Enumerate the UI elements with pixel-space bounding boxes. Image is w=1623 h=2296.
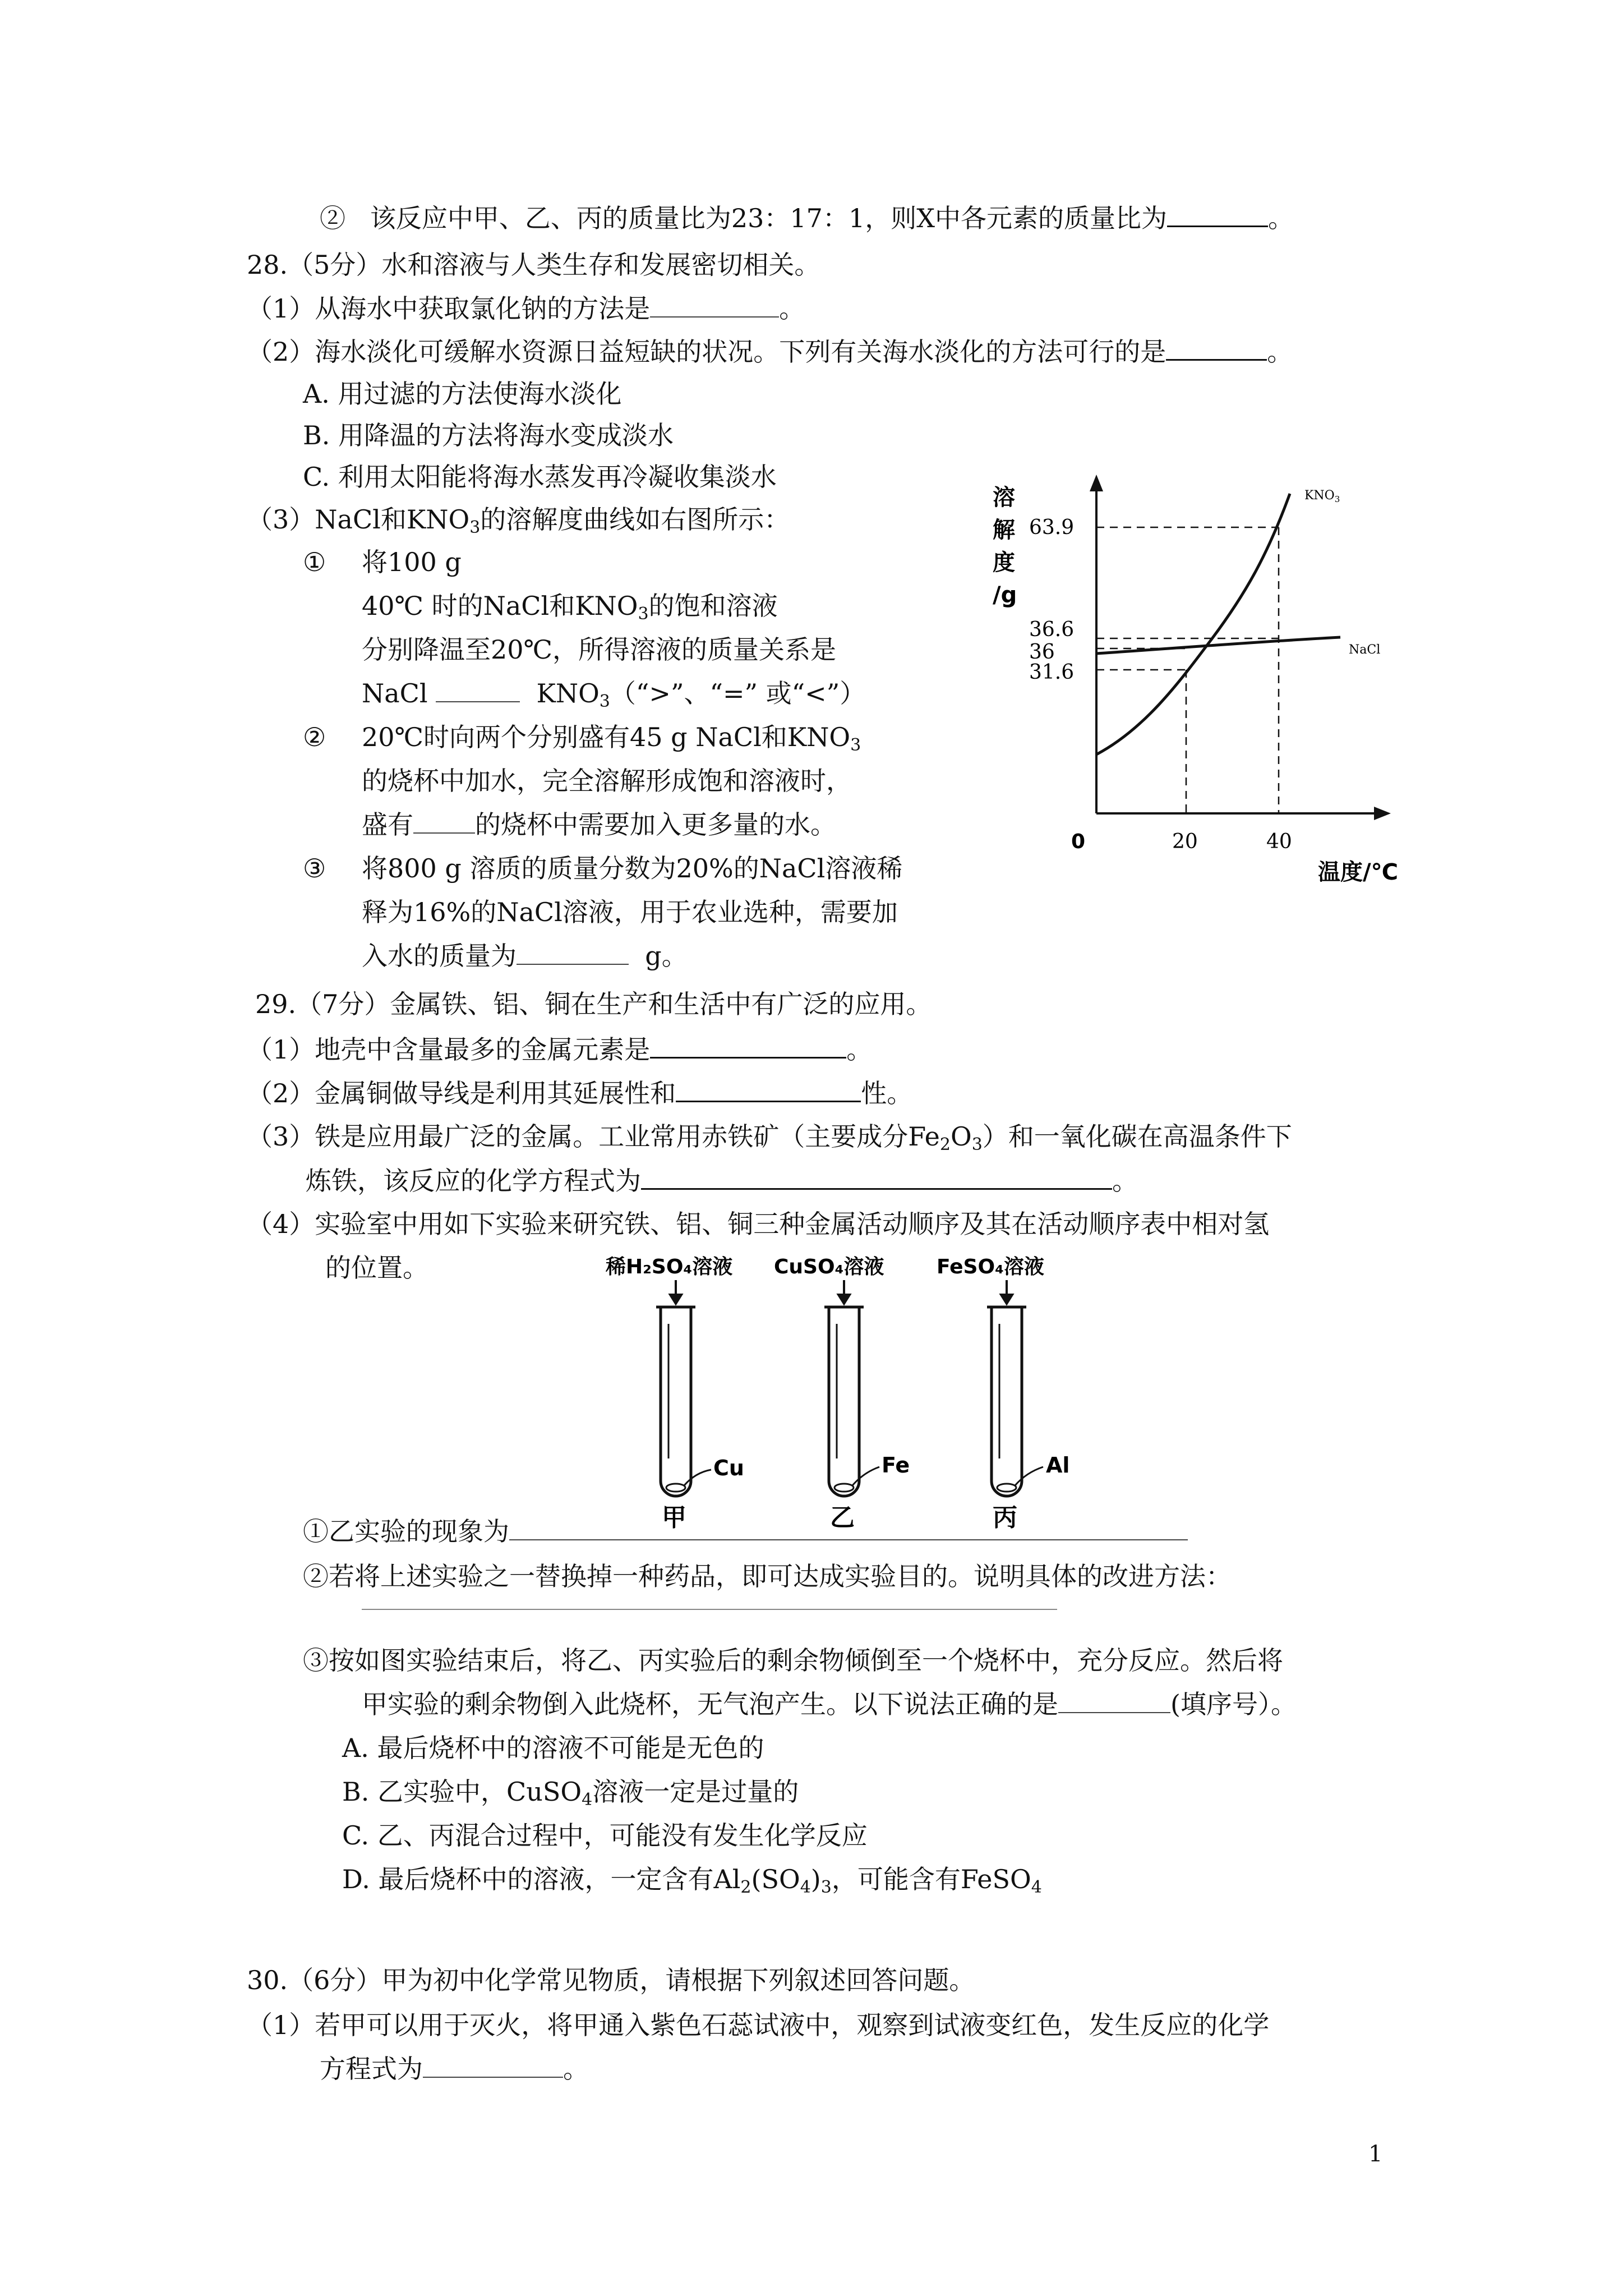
tube-1-reagent-label: 稀H₂SO₄溶液 (606, 1255, 733, 1278)
q29-part-4-line-1: （4）实验室中用如下实验来研究铁、铝、铜三种金属活动顺序及其在活动顺序表中相对氢 (247, 1209, 1270, 1239)
question-text: NaCl (362, 678, 428, 708)
answer-blank[interactable] (650, 292, 779, 318)
test-tube-3 (987, 1307, 1026, 1496)
test-tube-1 (656, 1307, 695, 1496)
y-axis-label-char: /g (993, 582, 1017, 608)
q28-option-c: C. 利用太阳能将海水蒸发再冷凝收集淡水 (303, 462, 777, 492)
subscript: 2 (740, 1878, 751, 1897)
tube-2-name: 乙 (830, 1503, 855, 1531)
answer-blank[interactable] (676, 1076, 861, 1102)
y-tick-36-6: 36.6 (1029, 618, 1075, 641)
q29-part-3-line-1 (247, 1120, 1292, 1153)
punct: 。 (846, 1034, 873, 1065)
x-tick-40: 40 (1266, 830, 1292, 853)
q29-option-b (342, 1775, 799, 1809)
iron-piece (834, 1484, 854, 1492)
punct: 。 (779, 293, 805, 324)
nacl-label: NaCl (1349, 643, 1381, 657)
option-text: 溶液一定是过量的 (592, 1777, 799, 1807)
tube-2-reagent-label: CuSO₄溶液 (774, 1255, 884, 1278)
question-text: （2）金属铜做导线是利用其延展性和 (247, 1078, 676, 1108)
question-text: ①乙实验的现象为 (303, 1516, 509, 1547)
tube-3-reagent-label: FeSO₄溶液 (937, 1255, 1044, 1278)
q29-option-c: C. 乙、丙混合过程中，可能没有发生化学反应 (342, 1820, 868, 1851)
q30-part-1-line-2 (320, 2052, 589, 2086)
question-text: （1）从海水中获取氯化钠的方法是 (247, 293, 651, 324)
y-axis-label-char: 度 (993, 550, 1015, 576)
q29-part-3-line-2 (306, 1163, 1138, 1198)
answer-blank[interactable] (517, 939, 629, 965)
question-text: O (950, 1121, 972, 1152)
tube-1-name: 甲 (662, 1503, 686, 1531)
question-text: 炼铁，该反应的化学方程式为 (306, 1166, 641, 1196)
question-text: （2）海水淡化可缓解水资源日益短缺的状况。下列有关海水淡化的方法可行的是 (247, 337, 1166, 367)
q28-sub-2-number: ② (303, 722, 326, 752)
answer-blank[interactable] (413, 808, 475, 834)
q29-part-4-line-2: 的位置。 (325, 1253, 428, 1283)
solubility-curve-figure (976, 471, 1436, 900)
tube-3-arrowhead (1001, 1295, 1012, 1304)
y-tick-63-9: 63.9 (1029, 516, 1075, 539)
tube-1-leader (684, 1470, 711, 1485)
q29-option-a: A. 最后烧杯中的溶液不可能是无色的 (342, 1733, 764, 1763)
tube-2-metal-label: Fe (882, 1453, 910, 1478)
question-text: 的饱和溶液 (648, 591, 778, 621)
question-text: 40℃ 时的NaCl和KNO (362, 591, 638, 621)
q28-sub-1-line-1: 将100 g (362, 547, 462, 577)
question-text: （“>”、“=” 或“<”） (610, 678, 866, 708)
q28-sub-3-line-3 (362, 939, 688, 973)
punct: 性。 (861, 1078, 913, 1108)
question-text: (填序号）。 (1170, 1689, 1297, 1719)
q28-sub-1-line-4 (362, 677, 865, 710)
test-tube-figure (589, 1251, 1094, 1534)
question-text: 的溶解度曲线如右图所示： (480, 504, 790, 535)
q28-part-1 (247, 292, 805, 325)
tube-2-arrowhead (838, 1295, 850, 1304)
subscript: 3 (971, 1135, 983, 1154)
punct: 。 (1267, 337, 1293, 367)
punct: 。 (563, 2054, 589, 2084)
q28-part-3 (247, 503, 790, 536)
q30-header: 30.（6分）甲为初中化学常见物质，请根据下列叙述回答问题。 (247, 1965, 975, 1995)
answer-blank[interactable] (423, 2052, 563, 2078)
q28-header: 28.（5分）水和溶液与人类生存和发展密切相关。 (247, 250, 820, 280)
q29-sub-1 (303, 1515, 1188, 1548)
x-tick-0: 0 (1071, 830, 1086, 853)
kno3-curve (1096, 494, 1290, 754)
kno3-label: $KNO_3$ (1304, 489, 1340, 504)
test-tube-2 (824, 1307, 864, 1496)
subscript: 3 (638, 604, 649, 624)
question-text: 盛有 (362, 809, 413, 840)
q28-sub-3-line-1: 将800 g 溶质的质量分数为20%的NaCl溶液稀 (362, 853, 903, 884)
subscript: 2 (939, 1135, 951, 1154)
q29-sub-2: ②若将上述实验之一替换掉一种药品，即可达成实验目的。说明具体的改进方法： (303, 1561, 1232, 1591)
question-text: 入水的质量为 (362, 941, 517, 971)
q29-part-1 (247, 1032, 872, 1066)
option-text: ) (810, 1864, 821, 1894)
page-number: 1 (1368, 2141, 1383, 2167)
question-text: 20℃时向两个分别盛有45 g NaCl和KNO (362, 722, 851, 752)
question-text: 的烧杯中需要加入更多量的水。 (475, 809, 836, 840)
punct: 。 (1112, 1166, 1138, 1196)
subscript: 3 (599, 692, 610, 711)
q28-option-a: A. 用过滤的方法使海水淡化 (303, 379, 622, 409)
q28-option-b: B. 用降温的方法将海水变成淡水 (303, 420, 674, 450)
q28-sub-2-line-1 (362, 720, 861, 754)
option-text: (SO (751, 1864, 800, 1894)
tube-3-name: 丙 (993, 1503, 1017, 1531)
nacl-curve (1096, 637, 1340, 654)
question-text: （3）铁是应用最广泛的金属。工业常用赤铁矿（主要成分Fe (247, 1121, 940, 1152)
q29-header: 29.（7分）金属铁、铝、铜在生产和生活中有广泛的应用。 (255, 989, 932, 1019)
y-axis-arrow (1090, 475, 1103, 491)
tube-1-metal-label: Cu (713, 1456, 744, 1480)
y-axis-label-char: 解 (993, 517, 1015, 543)
q28-sub-1-number: ① (303, 547, 326, 577)
question-text: 方程式为 (320, 2054, 423, 2084)
item-number: ② (320, 203, 345, 233)
subscript: 4 (582, 1790, 593, 1810)
answer-blank[interactable] (509, 1515, 1188, 1540)
answer-blank[interactable] (1166, 334, 1267, 361)
subscript: 4 (800, 1878, 811, 1897)
answer-blank[interactable] (1058, 1687, 1170, 1713)
question-text: 该反应中甲、乙、丙的质量比为23：17：1，则X中各元素的质量比为 (370, 203, 1167, 233)
y-tick-31-6: 31.6 (1029, 661, 1075, 684)
subscript: 4 (1031, 1878, 1042, 1897)
tube-1-arrowhead (670, 1295, 681, 1304)
question-text: g。 (645, 941, 688, 971)
question-text: 甲实验的剩余物倒入此烧杯，无气泡产生。以下说法正确的是 (362, 1689, 1058, 1719)
answer-blank[interactable] (1167, 201, 1268, 227)
y-tick-36: 36 (1029, 641, 1055, 664)
q28-part-2 (247, 334, 1293, 369)
tube-3-leader (1015, 1467, 1043, 1485)
question-text: ）和一氧化碳在高温条件下 (982, 1121, 1292, 1152)
subscript: 3 (850, 735, 861, 755)
q29-option-d (342, 1862, 1042, 1896)
q28-sub-1-line-3: 分别降温至20℃，所得溶液的质量关系是 (362, 634, 836, 665)
q28-sub-3-number: ③ (303, 853, 326, 884)
q29-sub-2-answer-line[interactable] (362, 1609, 1057, 1610)
x-axis-arrow (1374, 807, 1391, 820)
q29-sub-3-line-1: ③按如图实验结束后，将乙、丙实验后的剩余物倾倒至一个烧杯中，充分反应。然后将 (303, 1645, 1283, 1676)
answer-blank[interactable] (650, 1032, 846, 1059)
q27-item-2 (320, 201, 1294, 235)
question-text: （3）NaCl和KNO (247, 504, 470, 535)
question-text: KNO (536, 678, 600, 708)
tube-2-leader (852, 1467, 879, 1485)
option-text: ，可能含有FeSO (831, 1864, 1031, 1894)
answer-blank[interactable] (641, 1163, 1112, 1190)
y-axis-label-char: 溶 (993, 485, 1015, 510)
copper-piece (666, 1484, 685, 1492)
option-text: B. 乙实验中，CuSO (342, 1777, 582, 1807)
option-text: D. 最后烧杯中的溶液，一定含有Al (342, 1864, 741, 1894)
subscript: 3 (820, 1878, 832, 1897)
x-axis-label: 温度/℃ (1318, 859, 1399, 885)
x-tick-20: 20 (1172, 830, 1198, 853)
q28-sub-2-line-3 (362, 808, 836, 841)
answer-blank[interactable] (436, 677, 520, 702)
q28-sub-1-line-2 (362, 589, 778, 623)
tube-3-metal-label: Al (1046, 1453, 1070, 1478)
subscript: 3 (469, 518, 481, 537)
q30-part-1-line-1: （1）若甲可以用于灭火，将甲通入紫色石蕊试液中，观察到试液变红色，发生反应的化学 (247, 2010, 1270, 2040)
q28-sub-2-line-2: 的烧杯中加水，完全溶解形成饱和溶液时， (362, 766, 852, 796)
q29-part-2 (247, 1076, 912, 1110)
punct: 。 (1267, 203, 1294, 233)
question-text: （1）地壳中含量最多的金属元素是 (247, 1034, 651, 1065)
aluminum-piece (997, 1484, 1016, 1492)
q29-sub-3-line-2 (362, 1687, 1297, 1721)
q28-sub-3-line-2: 释为16%的NaCl溶液，用于农业选种，需要加 (362, 897, 898, 927)
